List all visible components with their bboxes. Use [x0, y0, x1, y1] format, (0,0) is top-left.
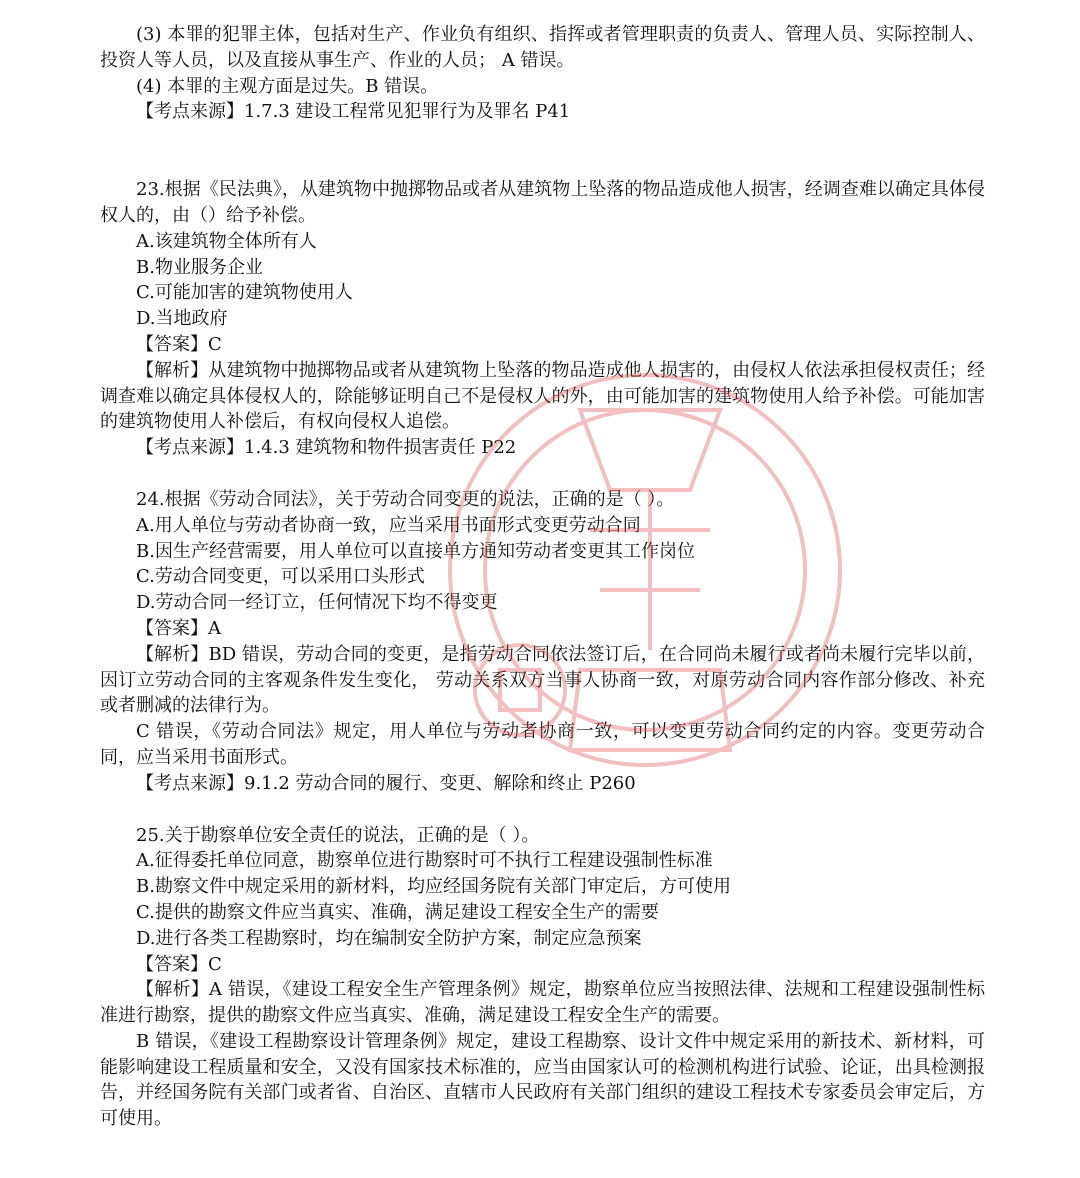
paragraph-subjective: (4) 本罪的主观方面是过失。B 错误。 — [136, 75, 439, 97]
analysis: 【解析】BD 错误，劳动合同的变更，是指劳动合同依法签订后，在合同尚未履行或者尚未履行完毕以前，因订立劳动合同的主客观条件发生变化， 劳动关系双方当事人协商一致，对原劳动合同内容作部分修改、补充或者删减的法律行为。 — [100, 643, 985, 717]
analysis-continued: C 错误，《劳动合同法》规定，用人单位与劳动者协商一致，可以变更劳动合同约定的内容。变更劳动合同，应当采用书面形式。 — [100, 721, 985, 768]
document-content — [100, 22, 985, 1132]
option-b: B.物业服务企业 — [136, 256, 263, 278]
answer: 【答案】C — [136, 333, 222, 355]
analysis: 【解析】A 错误，《建设工程安全生产管理条例》规定，勘察单位应当按照法律、法规和工程建设强制性标准进行勘察，提供的勘察文件应当真实、准确，满足建设工程安全生产的需要。 — [100, 979, 985, 1027]
paragraph-crime-subject: (3) 本罪的犯罪主体，包括对生产、作业负有组织、指挥或者管理职责的负责人、管理人员、实际控制人、投资人等人员，以及直接从事生产、作业的人员； A 错误。 — [100, 24, 985, 71]
answer: 【答案】A — [136, 617, 221, 639]
option-c: C.劳动合同变更，可以采用口头形式 — [136, 566, 425, 588]
source-note: 【考点来源】9.1.2 劳动合同的履行、变更、解除和终止 P260 — [136, 772, 636, 794]
option-d: D.进行各类工程勘察时，均在编制安全防护方案，制定应急预案 — [136, 927, 642, 949]
option-b: B.勘察文件中规定采用的新材料，均应经国务院有关部门审定后，方可使用 — [136, 876, 731, 898]
option-a: A.用人单位与劳动者协商一致，应当采用书面形式变更劳动合同 — [136, 514, 641, 536]
answer: 【答案】C — [136, 953, 222, 975]
source-note: 【考点来源】1.4.3 建筑物和物件损害责任 P22 — [136, 437, 517, 459]
analysis: 【解析】从建筑物中抛掷物品或者从建筑物上坠落的物品造成他人损害的，由侵权人依法承担侵权责任；经调查难以确定具体侵权人的，除能够证明自己不是侵权人的外，由可能加害的建筑物使用人给予补偿。可能加害的建筑物使用人补偿后，有权向侵权人追偿。 — [100, 359, 985, 433]
question-24: 24.根据《劳动合同法》，关于劳动合同变更的说法，正确的是（ ）。 — [136, 488, 675, 510]
question-25: 25.关于勘察单位安全责任的说法，正确的是（ ）。 — [136, 824, 540, 846]
option-b: B.因生产经营需要，用人单位可以直接单方通知劳动者变更其工作岗位 — [136, 540, 695, 562]
source-note: 【考点来源】1.7.3 建设工程常见犯罪行为及罪名 P41 — [136, 101, 571, 123]
option-d: D.劳动合同一经订立，任何情况下均不得变更 — [136, 592, 498, 614]
question-23: 23.根据《民法典》，从建筑物中抛掷物品或者从建筑物上坠落的物品造成他人损害，经调查难以确定具体侵权人的，由（）给予补偿。 — [100, 179, 985, 226]
analysis-continued: B 错误，《建设工程勘察设计管理条例》规定，建设工程勘察、设计文件中规定采用的新技术、新材料，可能影响建设工程质量和安全，又没有国家技术标准的，应当由国家认可的检测机构进行试验、论证，出具检测报告，并经国务院有关部门或者省、自治区、直辖市人民政府有关部门组织的建设工程技术专家委员会审定后，方可使用。 — [100, 1030, 985, 1130]
option-c: C.提供的勘察文件应当真实、准确，满足建设工程安全生产的需要 — [136, 901, 659, 923]
option-c: C.可能加害的建筑物使用人 — [136, 282, 353, 304]
option-a: A.该建筑物全体所有人 — [136, 230, 317, 252]
option-d: D.当地政府 — [136, 308, 228, 330]
option-a: A.征得委托单位同意，勘察单位进行勘察时可不执行工程建设强制性标准 — [136, 850, 713, 872]
